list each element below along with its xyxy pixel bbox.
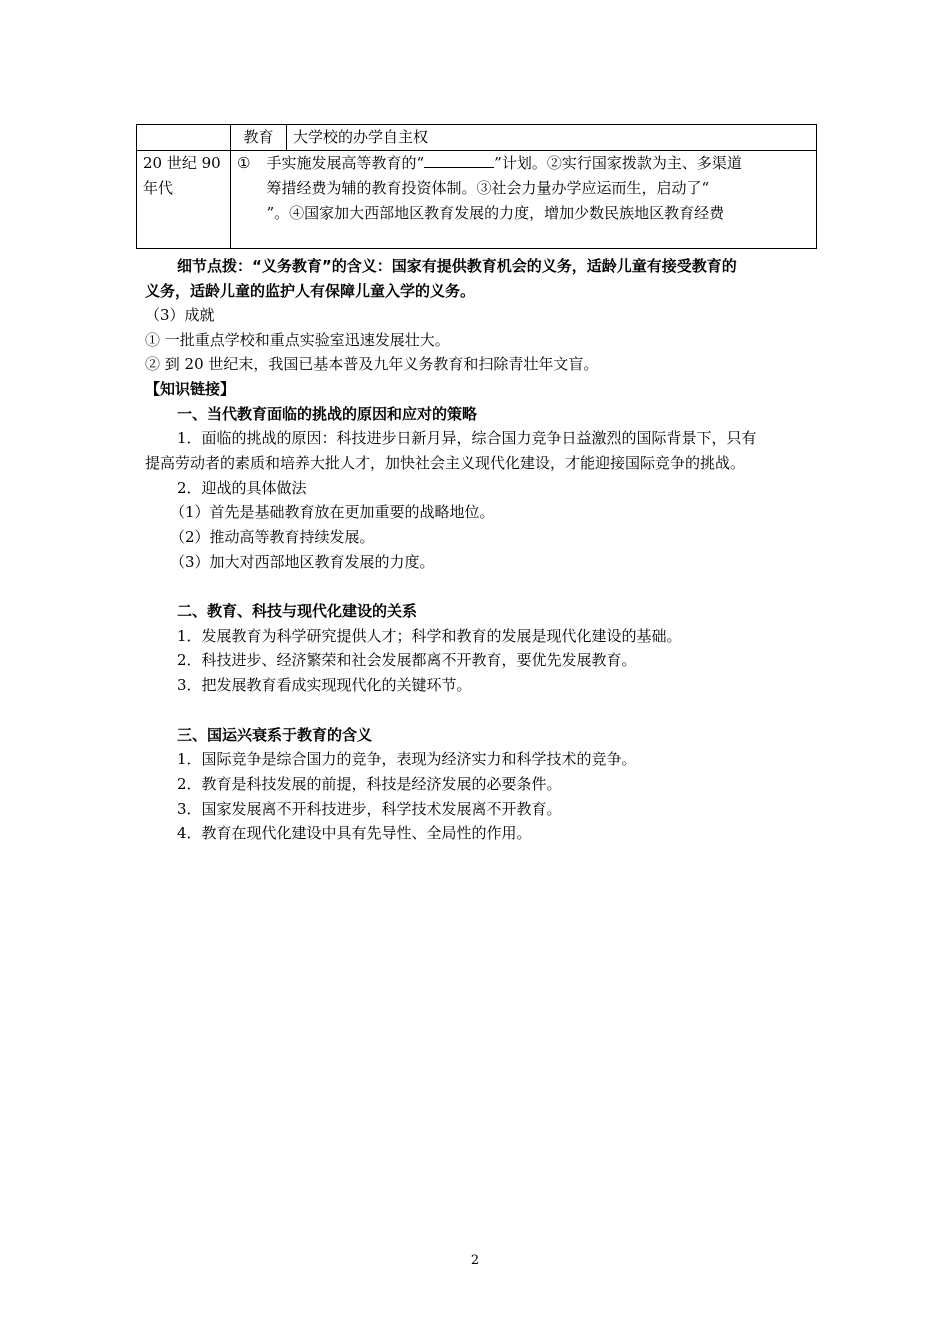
fill-blank xyxy=(424,152,494,168)
section-1-paragraph-1-line-1: 1．面临的挑战的原因：科技进步日新月异，综合国力竞争日益激烈的国际背景下，只有 xyxy=(177,429,757,447)
table-cell-period xyxy=(137,151,231,249)
section-1-sub-1: （1）首先是基础教育放在更加重要的战略地位。 xyxy=(170,503,495,521)
section-1-title: 一、当代教育面临的挑战的原因和应对的策略 xyxy=(177,405,478,423)
section-2-item-2: 2．科技进步、经济繁荣和社会发展都离不开教育，要优先发展教育。 xyxy=(177,651,637,669)
section-1-paragraph-2: 2．迎战的具体做法 xyxy=(177,479,307,497)
section-2-item-3: 3．把发展教育看成实现现代化的关键环节。 xyxy=(177,676,472,694)
period-line-1: 20 世纪 90 xyxy=(143,154,221,172)
table-cell-category: ① xyxy=(231,151,287,249)
content-line-1b: ”计划。②实行国家拨款为主、多渠道 xyxy=(494,154,742,172)
knowledge-link-label: 【知识链接】 xyxy=(145,380,236,398)
table-row xyxy=(137,125,817,151)
period-line-2: 年代 xyxy=(143,179,174,197)
section-2-item-1: 1．发展教育为科学研究提供人才；科学和教育的发展是现代化建设的基础。 xyxy=(177,627,682,645)
section-1-sub-2: （2）推动高等教育持续发展。 xyxy=(170,528,375,546)
table-row xyxy=(137,151,817,249)
achievements-heading: （3）成就 xyxy=(145,306,215,324)
section-3-item-3: 3．国家发展离不开科技进步，科学技术发展离不开教育。 xyxy=(177,800,562,818)
section-1-paragraph-1-line-2: 提高劳动者的素质和培养大批人才，加快社会主义现代化建设，才能迎接国际竞争的挑战。 xyxy=(145,454,746,472)
achievement-item-2: ② 到 20 世纪末，我国已基本普及九年义务教育和扫除青壮年文盲。 xyxy=(145,355,599,373)
content-line-2: 筹措经费为辅的教育投资体制。③社会力量办学应运而生，启动了“ xyxy=(266,179,710,197)
table-cell-content xyxy=(266,151,817,249)
content-line-1a: 手实施发展高等教育的“ xyxy=(266,154,425,172)
page-number: 2 xyxy=(470,1253,480,1268)
detail-note-line-2: 义务，适龄儿童的监护人有保障儿童入学的义务。 xyxy=(145,282,476,300)
detail-note-line-1: 细节点拨：“义务教育”的含义：国家有提供教育机会的义务，适龄儿童有接受教育的 xyxy=(177,257,737,275)
section-2-title: 二、教育、科技与现代化建设的关系 xyxy=(177,602,418,620)
section-3-item-2: 2．教育是科技发展的前提，科技是经济发展的必要条件。 xyxy=(177,775,562,793)
section-3-title: 三、国运兴衰系于教育的含义 xyxy=(177,726,373,744)
table-cell-category: 教育 xyxy=(231,125,287,151)
section-3-item-1: 1．国际竞争是综合国力的竞争，表现为经济实力和科学技术的竞争。 xyxy=(177,750,637,768)
table-cell-period xyxy=(137,125,231,151)
achievement-item-1: ① 一批重点学校和重点实验室迅速发展壮大。 xyxy=(145,331,450,349)
section-1-sub-3: （3）加大对西部地区教育发展的力度。 xyxy=(170,553,435,571)
history-table xyxy=(136,124,817,249)
section-3-item-4: 4．教育在现代化建设中具有先导性、全局性的作用。 xyxy=(177,824,532,842)
content-line-3: ”。④国家加大西部地区教育发展的力度，增加少数民族地区教育经费 xyxy=(266,204,725,222)
table-cell-content: 大学校的办学自主权 xyxy=(287,125,817,151)
